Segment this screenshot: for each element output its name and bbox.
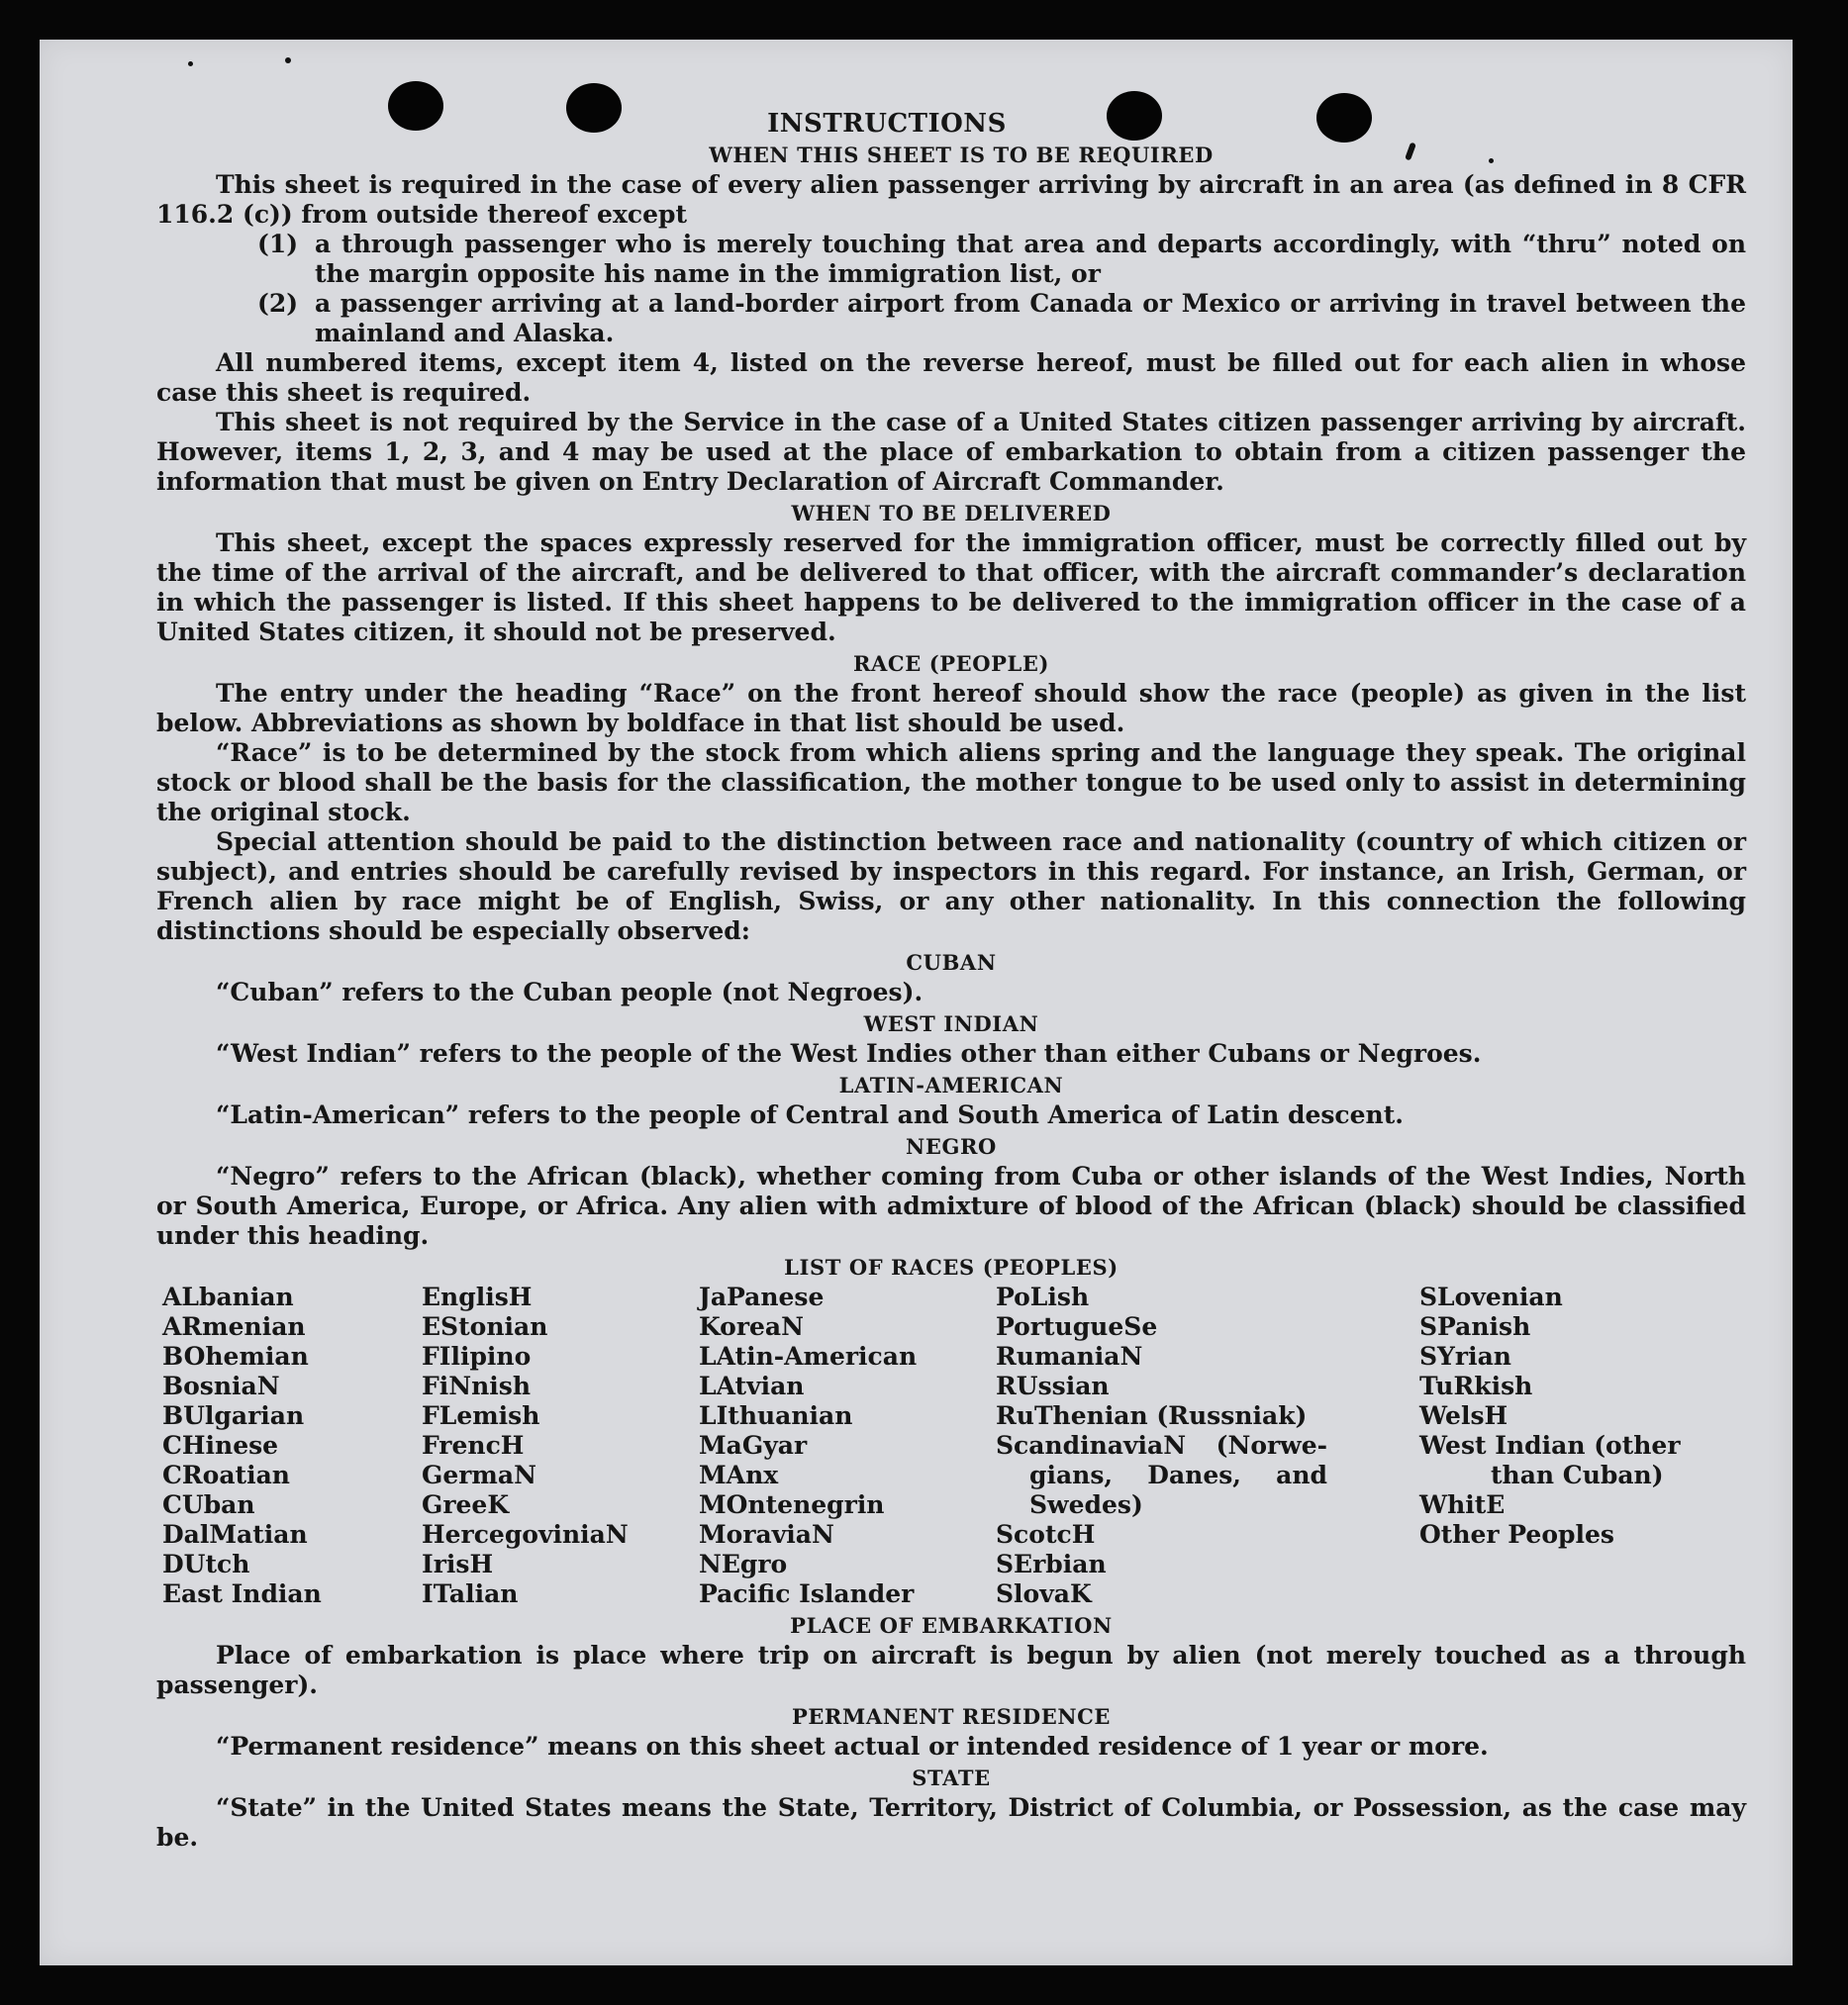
paragraph: “Race” is to be determined by the stock from which aliens spring and the language they speak. The original stock or blood shall be the basis for the classification, the mother tongue to be used only to assist in determining the original stock. (156, 738, 1746, 826)
race-item: RumaniaN (996, 1342, 1143, 1371)
section-heading: NEGRO (906, 1134, 997, 1159)
section-heading: PERMANENT RESIDENCE (791, 1704, 1112, 1729)
race-item: JaPanese (699, 1283, 825, 1311)
exception-item (156, 289, 1746, 348)
race-item: LIthuanian (699, 1401, 853, 1430)
paragraph: Place of embarkation is place where trip on aircraft is begun by alien (not merely touched as a through passenger). (156, 1641, 1746, 1699)
section-heading: RACE (PEOPLE) (852, 651, 1050, 676)
section-heading: WHEN THIS SHEET IS TO BE REQUIRED (709, 143, 1214, 167)
race-item: FrencH (422, 1431, 525, 1460)
race-column (156, 1283, 422, 1609)
paragraph: This sheet is required in the case of every alien passenger arriving by aircraft in an area (as defined in 8 CFR 116.2 (c)) from outside thereof except (156, 170, 1746, 229)
paragraph: “State” in the United States means the State, Territory, District of Columbia, or Possession, as the case may be. (156, 1793, 1746, 1852)
race-item: GreeK (422, 1490, 510, 1519)
race-item: EStonian (422, 1312, 548, 1341)
race-item: ScandinaviaN (Norwe- (996, 1431, 1327, 1460)
paragraph: “West Indian” refers to the people of the West Indies other than either Cubans or Negroes. (216, 1039, 1482, 1068)
race-item: SlovaK (996, 1579, 1092, 1608)
section-heading: WEST INDIAN (863, 1011, 1039, 1036)
race-item: ARmenian (162, 1312, 306, 1341)
race-list (156, 1283, 1746, 1609)
race-item: CHinese (162, 1431, 279, 1460)
race-item: RUssian (996, 1372, 1110, 1400)
paragraph: “Permanent residence” means on this sheet actual or intended residence of 1 year or more. (216, 1732, 1489, 1761)
race-item: KoreaN (699, 1312, 804, 1341)
item-text: a passenger arriving at a land-border airport from Canada or Mexico or arriving in travel between the mainland and Alaska. (315, 289, 1746, 347)
race-item: West Indian (other (1419, 1431, 1681, 1460)
paragraph: The entry under the heading “Race” on the front hereof should show the race (people) as given in the list below. Abbreviations as shown by boldface in that list should be used. (156, 679, 1746, 737)
race-item: HercegoviniaN (422, 1520, 629, 1549)
item-text: a through passenger who is merely touching that area and departs accordingly, with “thru” noted on the margin opposite his name in the immigration list, or (315, 230, 1746, 288)
paragraph: All numbered items, except item 4, listed on the reverse hereof, must be filled out for each alien in whose case this sheet is required. (156, 348, 1746, 407)
speck (285, 57, 291, 63)
race-item: SErbian (996, 1550, 1107, 1578)
paragraph: “Latin-American” refers to the people of Central and South America of Latin descent. (216, 1100, 1404, 1129)
paragraph: This sheet is not required by the Service in the case of a United States citizen passenger arriving by aircraft. However, items 1, 2, 3, and 4 may be used at the place of embarkation to obtain from a citizen passenger the information that must be given on Entry Declaration of Aircraft Commander. (156, 408, 1746, 496)
speck (188, 61, 193, 66)
race-item: WelsH (1419, 1401, 1508, 1430)
section-heading: WHEN TO BE DELIVERED (791, 501, 1112, 525)
race-item: GermaN (422, 1461, 536, 1489)
race-item: CRoatian (162, 1461, 290, 1489)
race-item: NEgro (699, 1550, 788, 1578)
document-sheet (40, 40, 1793, 1965)
page-title: INSTRUCTIONS (767, 109, 1007, 139)
race-item: BosniaN (162, 1372, 280, 1400)
race-item: SLovenian (1419, 1283, 1563, 1311)
exception-item (156, 230, 1746, 289)
race-item: FIlipino (422, 1342, 532, 1371)
section-heading: LATIN-AMERICAN (838, 1073, 1064, 1098)
race-item-continued: Swedes) (1029, 1490, 1143, 1519)
race-item-continued: gians, Danes, and (1029, 1461, 1327, 1489)
race-item: CUban (162, 1490, 255, 1519)
race-column (1419, 1283, 1716, 1609)
race-item: MAnx (699, 1461, 779, 1489)
section-heading: CUBAN (906, 950, 997, 975)
race-column (422, 1283, 699, 1609)
race-item: EnglisH (422, 1283, 533, 1311)
race-item: SPanish (1419, 1312, 1531, 1341)
race-item: BOhemian (162, 1342, 309, 1371)
race-item: IrisH (422, 1550, 494, 1578)
race-item: Other Peoples (1419, 1520, 1614, 1549)
race-item: BUlgarian (162, 1401, 305, 1430)
race-item: PoLish (996, 1283, 1090, 1311)
race-item: MoraviaN (699, 1520, 834, 1549)
race-item: FiNnish (422, 1372, 532, 1400)
section-heading: LIST OF RACES (PEOPLES) (784, 1255, 1119, 1280)
race-item: LAtin-American (699, 1342, 918, 1371)
paragraph: Special attention should be paid to the distinction between race and nationality (country of which citizen or subject), and entries should be carefully revised by inspectors in this regard. For instance, an Irish, German, or French alien by race might be of English, Swiss, or any other nationality. In this connection the following distinctions should be especially observed: (156, 827, 1746, 945)
race-item: Pacific Islander (699, 1579, 915, 1608)
race-item: FLemish (422, 1401, 540, 1430)
race-column (996, 1283, 1419, 1609)
race-item: LAtvian (699, 1372, 805, 1400)
race-item: TuRkish (1419, 1372, 1533, 1400)
race-item: DUtch (162, 1550, 250, 1578)
race-item: MOntenegrin (699, 1490, 885, 1519)
paragraph: “Cuban” refers to the Cuban people (not Negroes). (216, 978, 924, 1006)
race-item: WhitE (1419, 1490, 1506, 1519)
race-item: MaGyar (699, 1431, 808, 1460)
section-heading: PLACE OF EMBARKATION (790, 1613, 1113, 1638)
race-item: PortugueSe (996, 1312, 1158, 1341)
paragraph: This sheet, except the spaces expressly reserved for the immigration officer, must be correctly filled out by the time of the arrival of the aircraft, and be delivered to that officer, with the aircraft commander’s declaration in which the passenger is listed. If this sheet happens to be delivered to the immigration officer in the case of a United States citizen, it should not be preserved. (156, 528, 1746, 646)
race-item-continued: than Cuban) (1491, 1461, 1664, 1489)
race-item: SYrian (1419, 1342, 1511, 1371)
item-number: (2) (257, 289, 299, 318)
instructions-content (156, 109, 1746, 1950)
race-item: ALbanian (162, 1283, 294, 1311)
race-item: ScotcH (996, 1520, 1096, 1549)
section-heading: STATE (912, 1766, 991, 1790)
race-item: East Indian (162, 1579, 322, 1608)
paragraph: “Negro” refers to the African (black), whether coming from Cuba or other islands of the West Indies, North or South America, Europe, or Africa. Any alien with admixture of blood of the African (black) should be classified under this heading. (156, 1162, 1746, 1250)
race-item: ITalian (422, 1579, 519, 1608)
race-item: DalMatian (162, 1520, 308, 1549)
race-item: RuThenian (Russniak) (996, 1401, 1308, 1430)
race-column (699, 1283, 996, 1609)
item-number: (1) (257, 230, 299, 258)
